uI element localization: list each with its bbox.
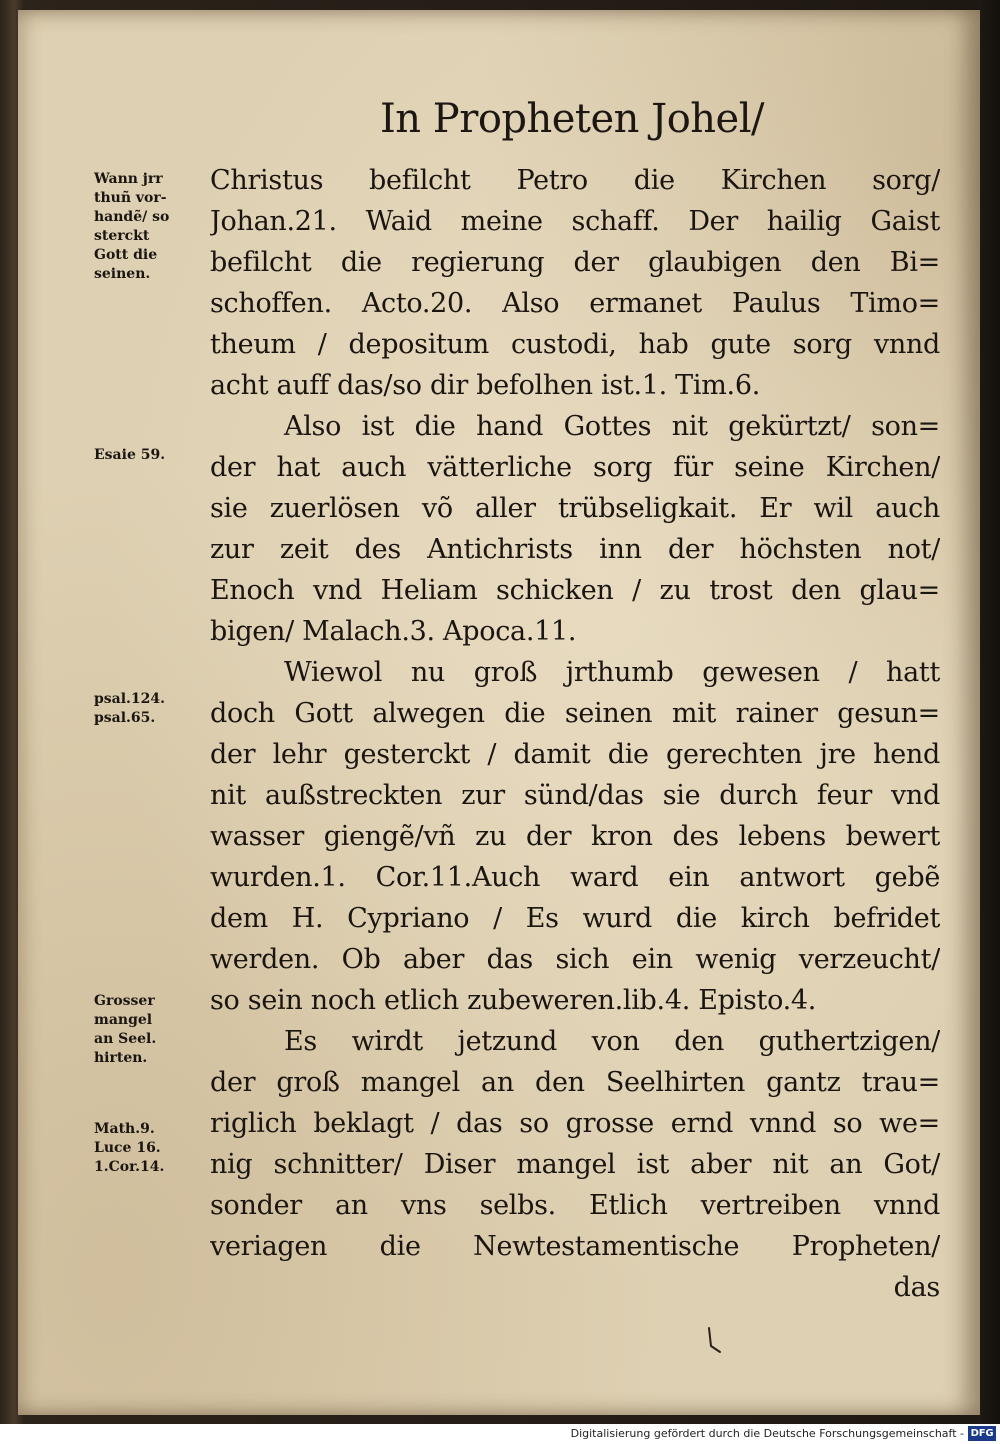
text-line: Wiewol nu groß jrthumb gewesen / hatt (284, 657, 940, 688)
text-line: doch Gott alwegen die seinen mit rainer gesun= (210, 698, 940, 729)
text-line: Es wirdt jetzund von den guthertzigen/ (284, 1026, 940, 1057)
text-line: Johan.21. Waid meine schaff. Der hailig Gaist (210, 206, 940, 237)
margin-note: Esaie 59. (94, 447, 166, 463)
text-line: Christus befilcht Petro die Kirchen sorg/ (210, 165, 940, 196)
text-line: so sein noch etlich zubeweren.lib.4. Episto.4. (210, 985, 817, 1016)
margin-note: Wann jrr thuñ vor- handẽ/ so sterckt Gott die seinen. (94, 171, 170, 282)
text-line: werden. Ob aber das sich ein wenig verzeucht/ (210, 944, 940, 975)
funding-credit: Digitalisierung gefördert durch die Deutsche Forschungsgemeinschaft - (570, 1427, 964, 1440)
text-line: wasser giengẽ/vñ zu der kron des lebens bewert (210, 821, 940, 852)
text-line: nit außstreckten zur sünd/das sie durch feur vnd (210, 780, 940, 811)
text-line: acht auff das/so dir befolhen ist.1. Tim.6. (210, 370, 760, 401)
text-line: theum / depositum custodi, hab gute sorg vnnd (210, 329, 940, 360)
text-line: schoffen. Acto.20. Also ermanet Paulus Timo= (210, 288, 940, 319)
footer-bar (0, 1424, 1000, 1444)
text-line: dem H. Cypriano / Es wurd die kirch befridet (210, 903, 940, 934)
text-line: sonder an vns selbs. Etlich vertreiben vnnd (210, 1190, 940, 1221)
margin-note: psal.124. psal.65. (94, 691, 166, 726)
text-line: veriagen die Newtestamentische Propheten/ (210, 1231, 940, 1262)
text-line: Enoch vnd Heliam schicken / zu trost den glau= (210, 575, 940, 606)
text-line: wurden.1. Cor.11.Auch ward ein antwort gebẽ (210, 862, 940, 893)
text-line: nig schnitter/ Diser mangel ist aber nit an Got/ (210, 1149, 940, 1180)
margin-note: Grosser mangel an Seel. hirten. (94, 993, 157, 1066)
dfg-logo[interactable]: DFG (968, 1426, 996, 1441)
ink-mark (706, 1326, 722, 1354)
catchword: das (893, 1272, 940, 1303)
text-line: riglich beklagt / das so grosse ernd vnnd so we= (210, 1108, 940, 1139)
main-text-block (210, 160, 940, 1308)
text-line: zur zeit des Antichrists inn der höchsten not/ (210, 534, 940, 565)
text-line: sie zuerlösen võ aller trübseligkait. Er wil auch (210, 493, 940, 524)
text-line: bigen/ Malach.3. Apoca.11. (210, 616, 577, 647)
margin-note: Math.9. Luce 16. 1.Cor.14. (94, 1121, 165, 1175)
text-line: der lehr gesterckt / damit die gerechten jre hend (210, 739, 940, 770)
text-line: der hat auch vätterliche sorg für seine Kirchen/ (210, 452, 940, 483)
text-line: befilcht die regierung der glaubigen den Bi= (210, 247, 940, 278)
text-line: der groß mangel an den Seelhirten gantz trau= (210, 1067, 940, 1098)
running-title: In Propheten Johel/ (380, 96, 764, 142)
text-line: Also ist die hand Gottes nit gekürtzt/ son= (284, 411, 940, 442)
